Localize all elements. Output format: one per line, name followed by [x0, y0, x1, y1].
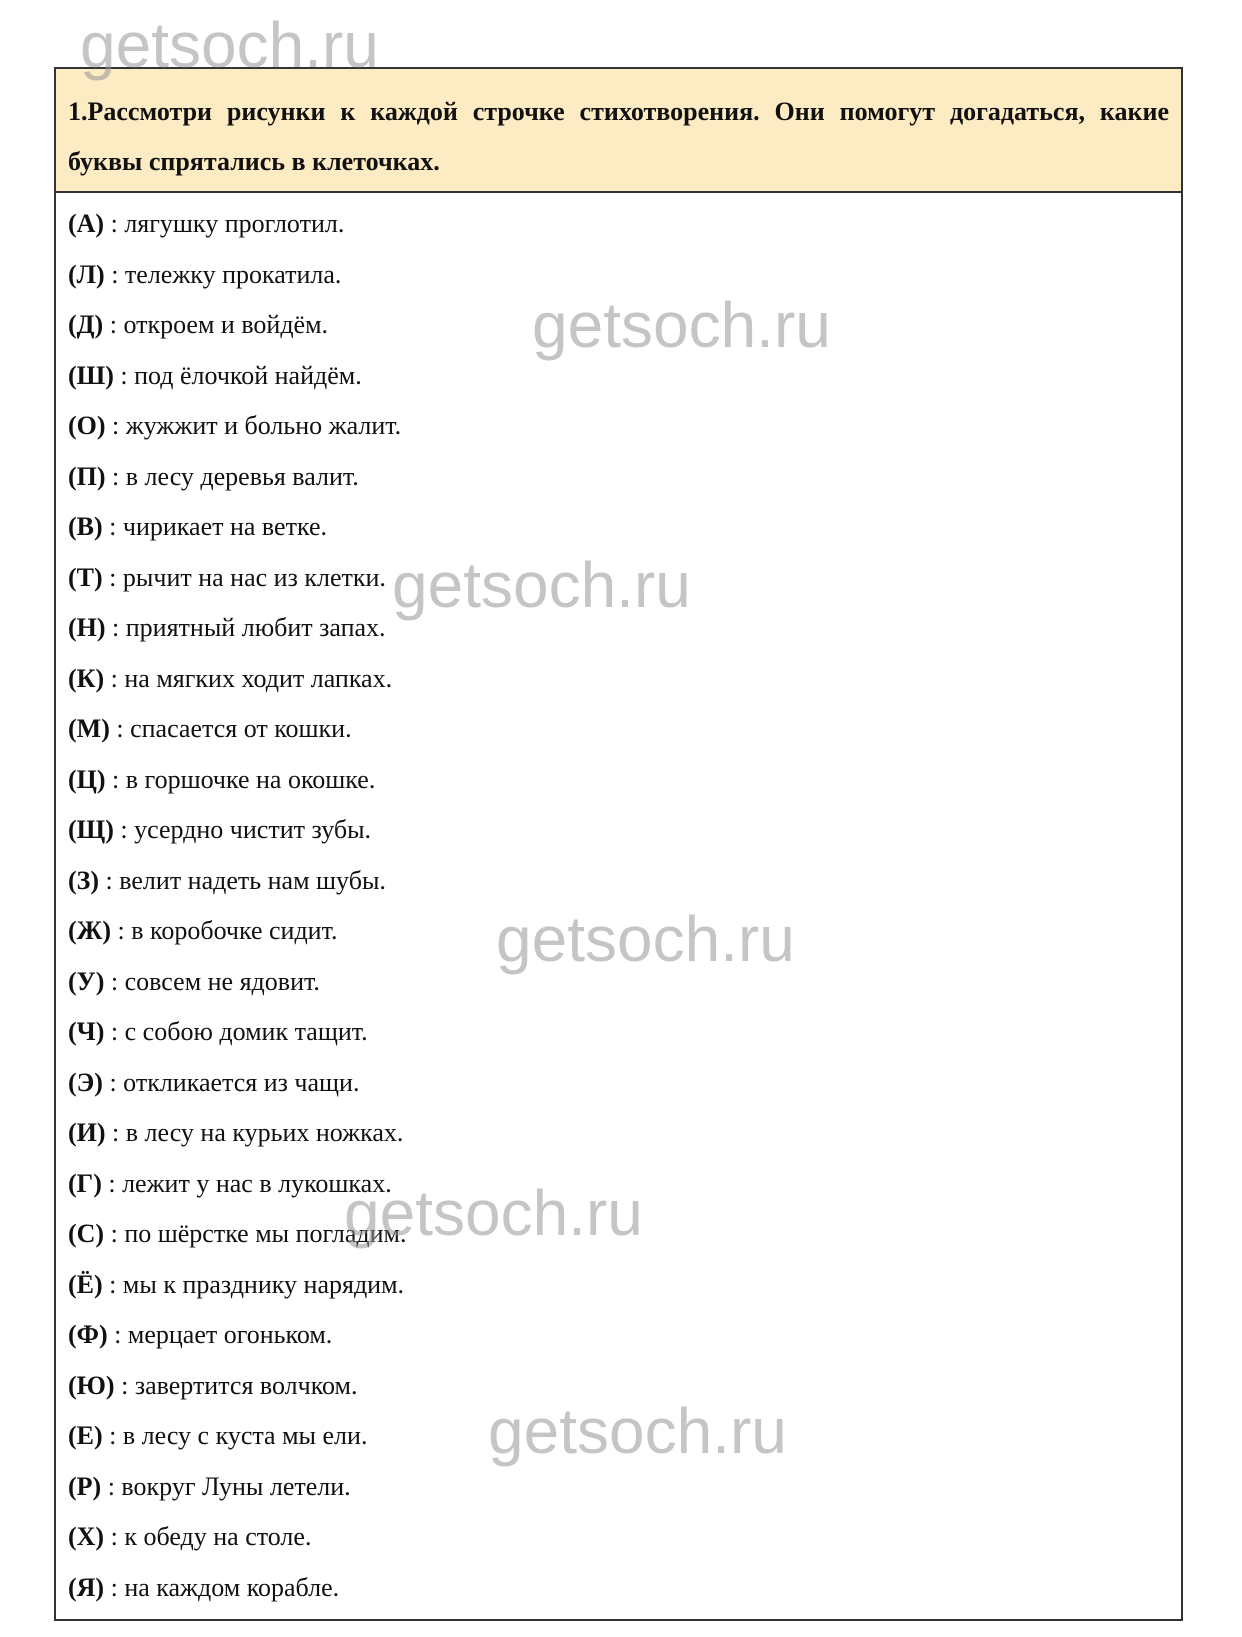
line-letter: (А) [68, 209, 105, 238]
line-text: : в лесу деревья валит. [105, 461, 359, 491]
poem-line [68, 1068, 1169, 1119]
line-letter: (У) [68, 966, 105, 996]
task-frame [54, 67, 1183, 1621]
line-text: : завертится волчком. [114, 1370, 358, 1400]
line-text: : лягушку проглотил. [104, 209, 345, 238]
line-text: : приятный любит запах. [105, 613, 386, 642]
line-letter: (Р) [68, 1471, 102, 1501]
line-text: : спасается от кошки. [109, 714, 352, 743]
line-letter: (О) [68, 411, 106, 440]
watermark-1: getsoch.ru [532, 289, 831, 361]
poem-line [68, 613, 1169, 664]
poem-line [68, 765, 1169, 816]
line-text: : в горшочке на окошке. [105, 764, 376, 794]
poem-lines [68, 209, 1169, 1623]
line-letter: (Д) [68, 310, 104, 339]
line-text: : к обеду на столе. [104, 1522, 312, 1551]
poem-line [68, 462, 1169, 513]
line-letter: (Я) [68, 1572, 105, 1602]
poem-line [68, 967, 1169, 1018]
line-letter: (З) [68, 865, 100, 895]
line-text: : в коробочке сидит. [111, 916, 338, 945]
line-text: : откликается из чащи. [102, 1067, 360, 1097]
poem-line [68, 1421, 1169, 1472]
poem-line [68, 866, 1169, 917]
task-header [56, 69, 1181, 193]
poem-line [68, 664, 1169, 715]
line-letter: (Ц) [68, 764, 106, 794]
poem-line [68, 1169, 1169, 1220]
line-letter: (Ф) [68, 1320, 108, 1349]
poem-line [68, 563, 1169, 614]
poem-line [68, 1371, 1169, 1422]
line-text: : тележку прокатила. [104, 259, 342, 289]
line-text: : лежит у нас в лукошках. [101, 1168, 392, 1198]
line-letter: (М) [68, 714, 110, 743]
watermark-5: getsoch.ru [488, 1395, 787, 1467]
line-letter: (Е) [68, 1421, 103, 1450]
line-text: : в лесу с куста мы ели. [102, 1421, 368, 1450]
line-letter: (Н) [68, 613, 106, 642]
poem-line [68, 209, 1169, 260]
poem-line [68, 260, 1169, 311]
line-letter: (Х) [68, 1522, 105, 1551]
line-letter: (Э) [68, 1067, 103, 1097]
line-letter: (П) [68, 461, 106, 491]
line-text: : мерцает огоньком. [107, 1320, 333, 1349]
poem-line [68, 310, 1169, 361]
line-text: : с собою домик тащит. [104, 1017, 368, 1046]
poem-line [68, 1270, 1169, 1321]
line-letter: (Ю) [68, 1370, 115, 1400]
watermark-top: getsoch.ru [80, 9, 379, 81]
line-text: : чирикает на ветке. [102, 512, 327, 541]
line-letter: (Ш) [68, 360, 114, 390]
poem-line [68, 1017, 1169, 1068]
poem-line [68, 1219, 1169, 1270]
line-letter: (Т) [68, 562, 103, 592]
watermark-4: getsoch.ru [344, 1177, 643, 1249]
task-text: 1.Рассмотри рисунки к каждой строчке стихотворения. Они помогут догадаться, какие буквы спрятались в клеточках. [68, 97, 1169, 176]
line-letter: (Л) [68, 259, 105, 289]
line-letter: (К) [68, 663, 105, 693]
line-letter: (Ч) [68, 1017, 105, 1046]
line-text: : на мягких ходит лапках. [104, 663, 393, 693]
line-letter: (Щ) [68, 815, 114, 844]
poem-line [68, 411, 1169, 462]
poem-line [68, 714, 1169, 765]
line-text: : велит надеть нам шубы. [99, 865, 386, 895]
line-letter: (Ж) [68, 916, 112, 945]
line-letter: (С) [68, 1219, 105, 1248]
line-letter: (В) [68, 512, 103, 541]
poem-line [68, 815, 1169, 866]
line-text: : усердно чистит зубы. [113, 815, 372, 844]
line-text: : под ёлочкой найдём. [113, 360, 362, 390]
poem-line [68, 1320, 1169, 1371]
watermark-3: getsoch.ru [496, 903, 795, 975]
line-text: : рычит на нас из клетки. [102, 562, 386, 592]
line-text: : по шёрстке мы погладим. [104, 1219, 407, 1248]
line-letter: (И) [68, 1118, 106, 1147]
line-text: : в лесу на курьих ножках. [105, 1118, 404, 1147]
line-text: : совсем не ядовит. [104, 966, 320, 996]
poem-line [68, 1118, 1169, 1169]
poem-line [68, 916, 1169, 967]
line-text: : вокруг Луны летели. [101, 1471, 351, 1501]
watermark-2: getsoch.ru [392, 549, 691, 621]
line-text: : жужжит и больно жалит. [105, 411, 402, 440]
line-letter: (Ё) [68, 1269, 103, 1299]
line-text: : откроем и войдём. [103, 310, 329, 339]
line-text: : на каждом корабле. [104, 1572, 340, 1602]
poem-line [68, 1472, 1169, 1523]
poem-line [68, 1522, 1169, 1573]
line-letter: (Г) [68, 1168, 102, 1198]
poem-line [68, 1573, 1169, 1624]
poem-line [68, 512, 1169, 563]
line-text: : мы к празднику нарядим. [102, 1269, 405, 1299]
poem-line [68, 361, 1169, 412]
